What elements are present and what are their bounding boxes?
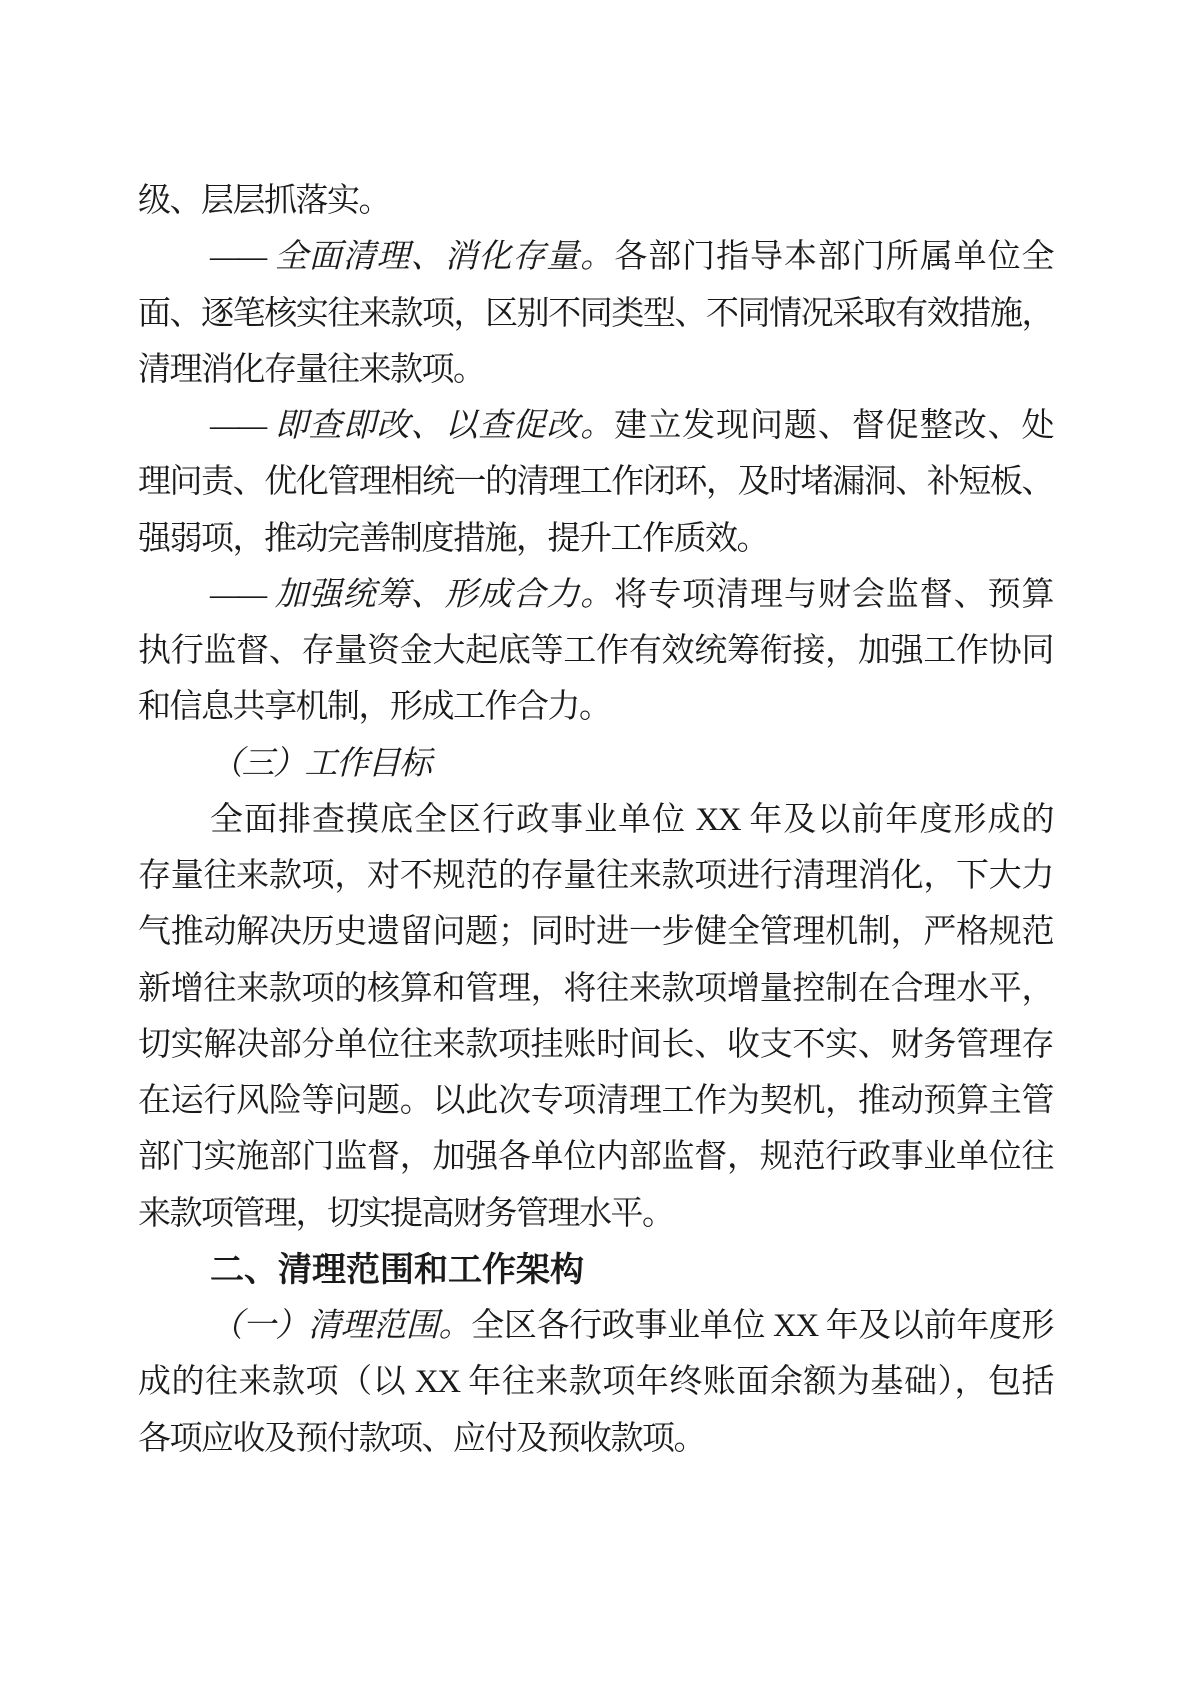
paragraph-text: 全区各行政事业单位 XX 年及以前年度形 <box>471 1308 1054 1344</box>
text-line: 清理消化存量往来款项。 <box>138 351 485 388</box>
text-line: 面、逐笔核实往来款项，区别不同类型、不同情况采取有效措施， <box>138 295 1053 332</box>
paragraph-lead: —— 加强统筹、形成合力。 <box>210 576 615 613</box>
text-line: 气推动解决历史遗留问题；同时进一步健全管理机制，严格规范 <box>138 914 1053 951</box>
paragraph-lead: （一）清理范围。 <box>210 1308 472 1344</box>
text-line: 和信息共享机制，形成工作合力。 <box>138 689 611 726</box>
paragraph-lead: —— 即查即改、以查促改。 <box>210 408 615 444</box>
text-line: 各项应收及预付款项、应付及预收款项。 <box>138 1420 705 1457</box>
text-line: 理问责、优化管理相统一的清理工作闭环，及时堵漏洞、补短板、 <box>138 464 1053 501</box>
document-text-block <box>138 173 1053 1467</box>
text-line: 执行监督、存量资金大起底等工作有效统筹衔接，加强工作协同 <box>138 633 1053 669</box>
text-line: 在运行风险等问题。以此次专项清理工作为契机，推动预算主管 <box>138 1083 1053 1119</box>
text-line: 全面排查摸底全区行政事业单位 XX 年及以前年度形成的 <box>210 801 1053 838</box>
text-line <box>138 1298 1053 1354</box>
text-line: 新增往来款项的核算和管理，将往来款项增量控制在合理水平， <box>138 970 1053 1007</box>
text-line: 来款项管理，切实提高财务管理水平。 <box>138 1195 674 1232</box>
text-line: 强弱项，推动完善制度措施，提升工作质效。 <box>138 520 768 557</box>
text-line: 级、层层抓落实。 <box>138 183 390 219</box>
paragraph-text: 将专项清理与财会监督、预算 <box>614 576 1053 613</box>
paragraph-lead: —— 全面清理、消化存量。 <box>210 239 615 276</box>
text-line: 存量往来款项，对不规范的存量往来款项进行清理消化，下大力 <box>138 858 1053 894</box>
subsection-heading: （三）工作目标 <box>210 745 431 782</box>
text-line <box>138 229 1053 285</box>
text-line: 成的往来款项（以 XX 年往来款项年终账面余额为基础），包括 <box>138 1364 1053 1401</box>
text-line <box>138 398 1053 454</box>
text-line: 部门实施部门监督，加强各单位内部监督，规范行政事业单位往 <box>138 1139 1053 1176</box>
section-heading: 二、清理范围和工作架构 <box>210 1250 584 1289</box>
text-line: 切实解决部分单位往来款项挂账时间长、收支不实、财务管理存 <box>138 1026 1053 1063</box>
paragraph-text: 建立发现问题、督促整改、处 <box>614 408 1053 444</box>
text-line <box>138 567 1053 623</box>
paragraph-text: 各部门指导本部门所属单位全 <box>614 239 1053 276</box>
